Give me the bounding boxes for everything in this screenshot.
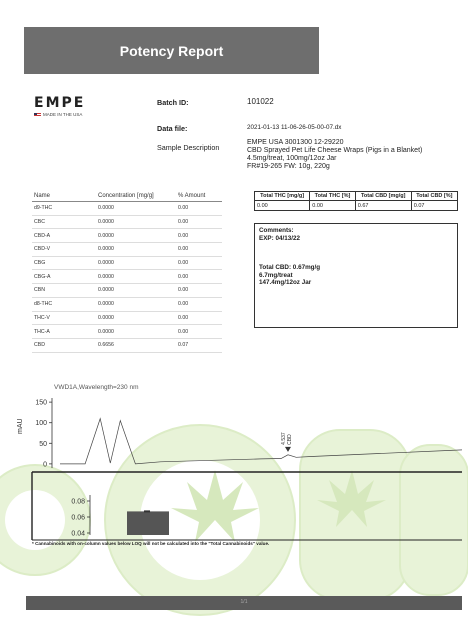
table-cell: 0.6656: [96, 338, 176, 352]
datafile-value: 2021-01-13 11-06-26-05-00-07.dx: [247, 124, 342, 131]
table-cell: 0.07: [176, 338, 222, 352]
table-cell: CBN: [32, 284, 96, 298]
y-tick-label: 50: [39, 440, 47, 448]
batch-label: Batch ID:: [157, 98, 189, 107]
y-tick-label: 0: [43, 461, 47, 469]
table-cell: 0.00: [176, 297, 222, 311]
table-cell: d8-THC: [32, 297, 96, 311]
logo-word: EMPE: [34, 95, 86, 111]
comments-box: [254, 223, 458, 328]
column-header: Total CBD [mg/g]: [355, 192, 411, 201]
series-line: [60, 419, 462, 464]
table-row: [32, 270, 222, 284]
table-row: [32, 311, 222, 325]
batch-value: 101022: [247, 97, 274, 106]
totals-table: [254, 191, 458, 211]
table-row: [32, 297, 222, 311]
us-flag-icon: [34, 113, 41, 117]
table-cell: 0.00: [176, 243, 222, 257]
sample-description: [247, 139, 462, 171]
table-cell: 0.0000: [96, 243, 176, 257]
table-cell: CBD-V: [32, 243, 96, 257]
peak-marker: [285, 447, 291, 452]
concentration-table: [32, 191, 222, 353]
comments-line: EXP: 04/13/22: [259, 234, 300, 242]
comments-line: 6.7mg/treat: [259, 271, 293, 279]
table-cell: 0.00: [176, 202, 222, 216]
bar-cap: [144, 510, 150, 512]
table-cell: 0.00: [310, 201, 356, 211]
column-header: Name: [32, 191, 96, 202]
table-cell: 0.0000: [96, 284, 176, 298]
chromatogram-chart: [0, 390, 468, 590]
sample-line: FR#19-265 FW: 10g, 220g: [247, 163, 330, 170]
table-row: [32, 256, 222, 270]
table-row: [32, 325, 222, 339]
table-cell: 0.0000: [96, 325, 176, 339]
table-cell: 0.0000: [96, 270, 176, 284]
empe-logo: [34, 96, 98, 117]
table-cell: 0.00: [176, 256, 222, 270]
table-cell: d9-THC: [32, 202, 96, 216]
table-cell: CBD-A: [32, 229, 96, 243]
table-cell: 0.00: [176, 311, 222, 325]
table-cell: CBC: [32, 215, 96, 229]
table-row: [32, 215, 222, 229]
table-cell: 0.0000: [96, 256, 176, 270]
table-cell: 0.0000: [96, 215, 176, 229]
sample-label: Sample Description: [157, 143, 220, 152]
table-cell: 0.00: [176, 284, 222, 298]
y-tick-label: 150: [35, 399, 47, 407]
table-row: [32, 243, 222, 257]
footer-bar: [26, 596, 462, 610]
zoom-y-tick-label: 0.06: [71, 514, 85, 522]
column-header: Total THC [%]: [310, 192, 356, 201]
table-row: [32, 338, 222, 352]
sample-line: 4.5mg/treat, 100mg/12oz Jar: [247, 155, 337, 162]
table-cell: 0.07: [411, 201, 457, 211]
table-cell: 0.00: [176, 270, 222, 284]
datafile-label: Data file:: [157, 124, 188, 133]
table-cell: 0.00: [176, 215, 222, 229]
table-row: [32, 202, 222, 216]
logo-tagline: MADE IN THE USA: [43, 112, 83, 117]
bar: [127, 511, 169, 535]
table-cell: 0.0000: [96, 297, 176, 311]
column-header: % Amount: [176, 191, 222, 202]
y-tick-label: 100: [35, 420, 47, 428]
zoom-y-tick-label: 0.08: [71, 498, 85, 506]
table-cell: 0.67: [355, 201, 411, 211]
table-cell: 0.0000: [96, 202, 176, 216]
column-header: Concentration [mg/g]: [96, 191, 176, 202]
sample-line: EMPE USA 3001300 12-29220: [247, 139, 344, 146]
table-header-row: [32, 191, 222, 202]
report-title: Potency Report: [24, 27, 319, 74]
table-cell: 0.00: [176, 229, 222, 243]
table-row: [32, 284, 222, 298]
table-row: [32, 229, 222, 243]
table-header-row: [255, 192, 458, 201]
column-header: Total CBD [%]: [411, 192, 457, 201]
table-row: [255, 201, 458, 211]
column-header: Total THC [mg/g]: [255, 192, 310, 201]
table-cell: THC-A: [32, 325, 96, 339]
sample-line: CBD Sprayed Pet Life Cheese Wraps (Pigs in a Blanket): [247, 147, 423, 154]
peak-label: CBD: [286, 434, 293, 445]
footnote: * Cannabinoids with on-column values below LOQ will not be calculated into the "Total Cannabinoids" value.: [32, 541, 270, 546]
chromatogram-title: VWD1A,Wavelength=230 nm: [54, 384, 139, 391]
table-cell: CBD: [32, 338, 96, 352]
peak-label: 4.537: [280, 432, 287, 445]
y-axis-label: mAU: [17, 418, 24, 434]
table-cell: 0.00: [255, 201, 310, 211]
comments-line: Total CBD: 0.67mg/g: [259, 264, 321, 271]
table-cell: CBG: [32, 256, 96, 270]
table-cell: 0.0000: [96, 311, 176, 325]
table-cell: CBG-A: [32, 270, 96, 284]
table-cell: 0.0000: [96, 229, 176, 243]
comments-heading: Comments:: [259, 227, 294, 234]
table-cell: 0.00: [176, 325, 222, 339]
page-number: 1/1: [240, 599, 248, 605]
table-cell: THC-V: [32, 311, 96, 325]
comments-line: 147.4mg/12oz Jar: [259, 279, 312, 286]
zoom-y-tick-label: 0.04: [71, 530, 85, 538]
